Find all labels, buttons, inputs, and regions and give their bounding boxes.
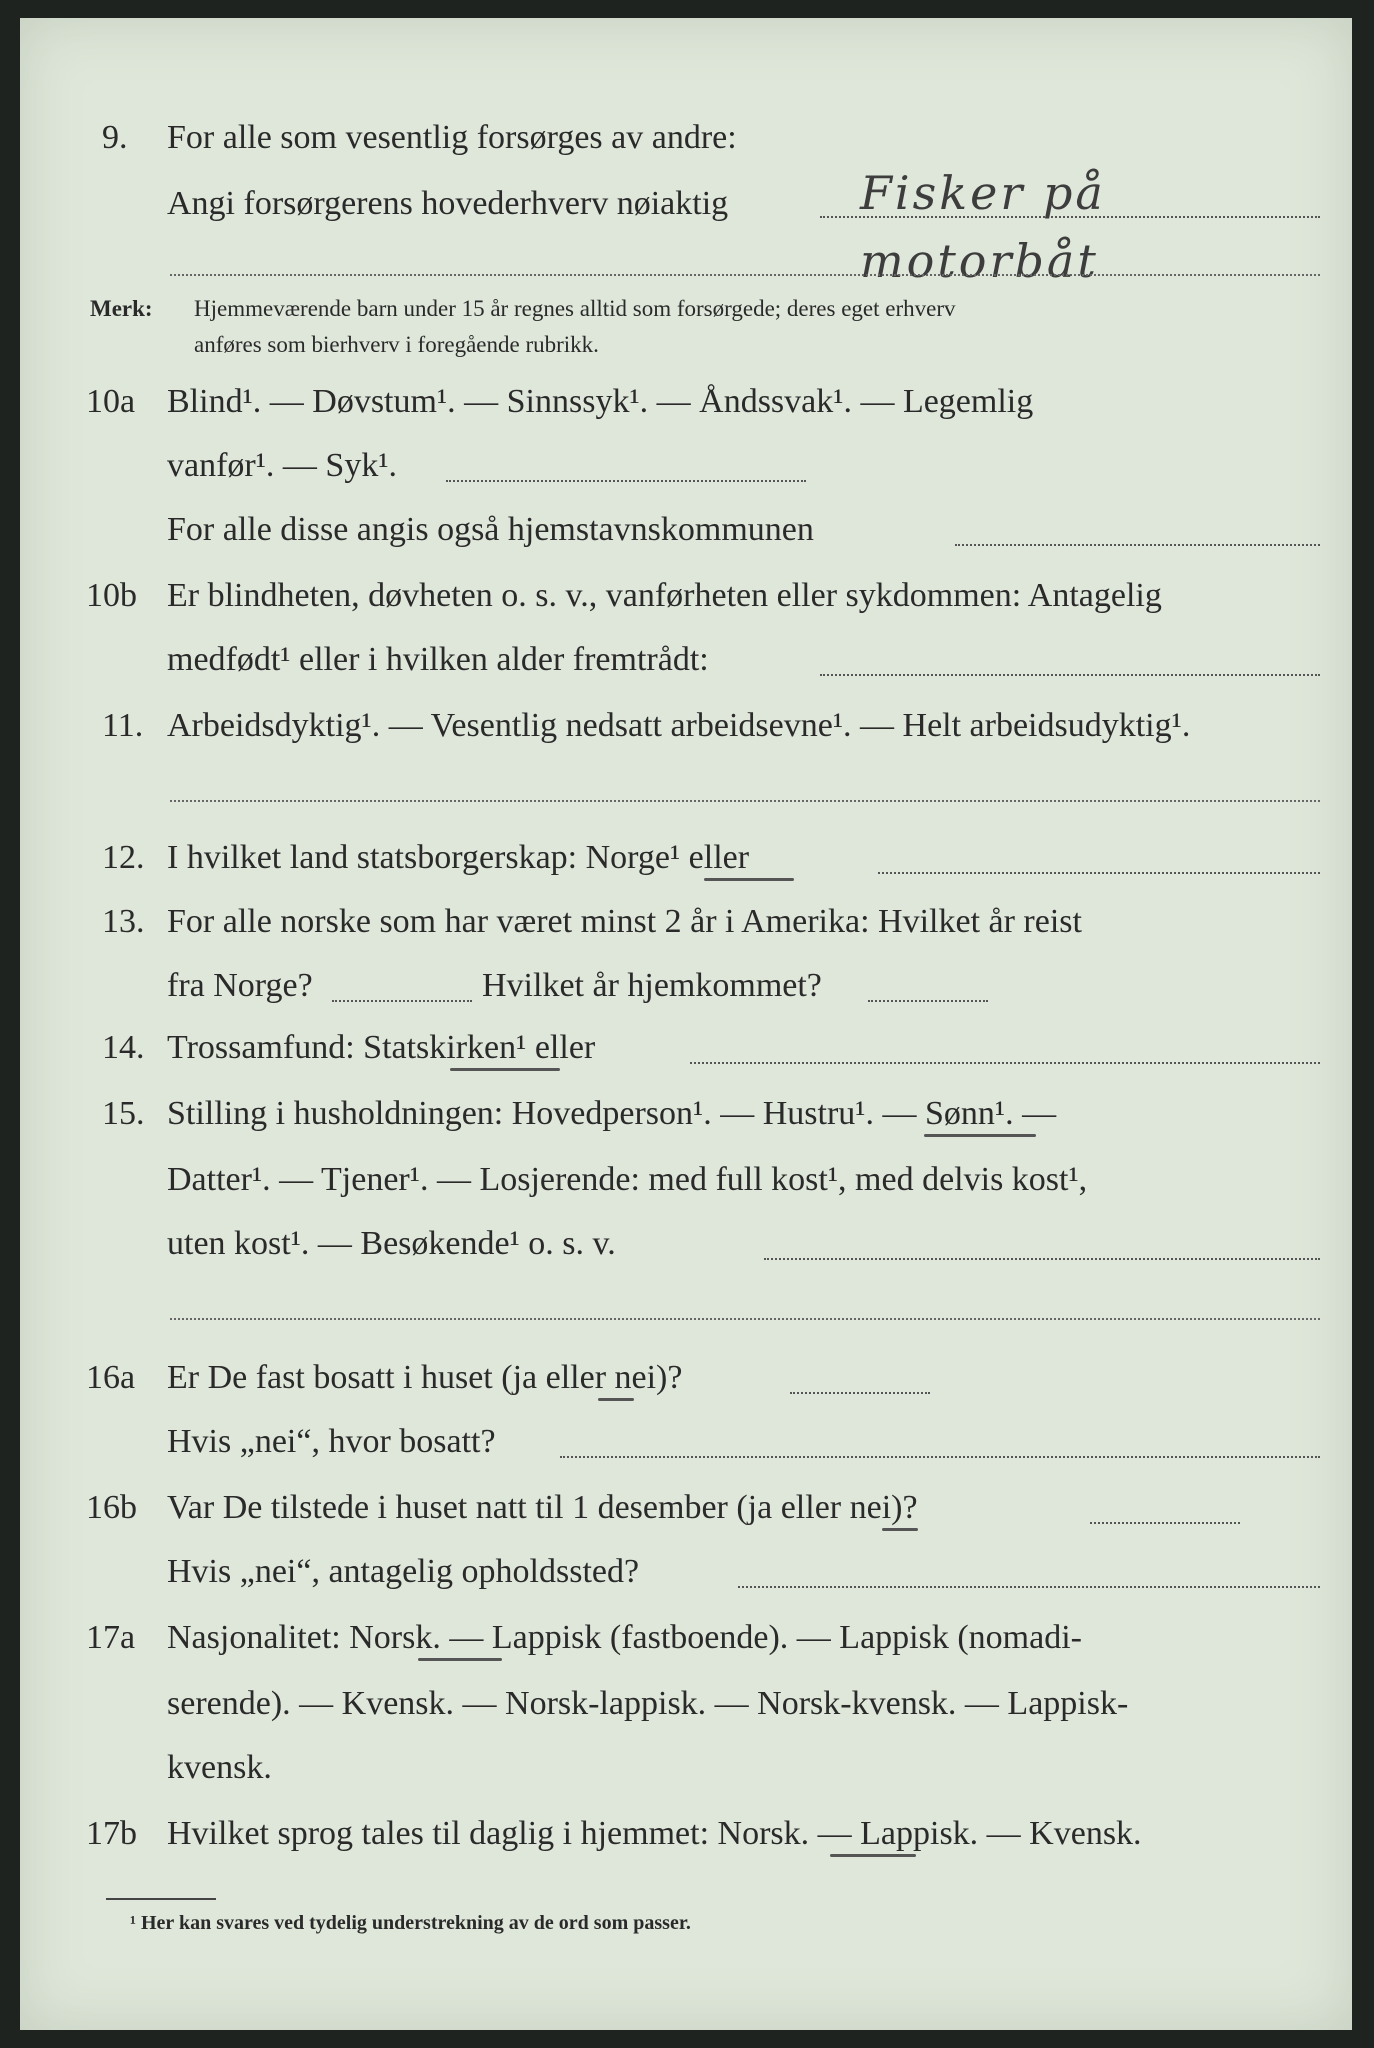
q11-number: 11. (102, 707, 144, 744)
q10a-answer-line (446, 480, 806, 482)
q17a-line2: serende). — Kvensk. — Norsk-lappisk. — Norsk-kvensk. — Lappisk- (167, 1685, 1129, 1722)
q16b-line2: Hvis „nei“, antagelig opholdssted? (167, 1553, 640, 1590)
q17b-number: 17b (86, 1815, 137, 1852)
q16a-residence-line (560, 1456, 1320, 1458)
q15-line3: uten kost¹. — Besøkende¹ o. s. v. (167, 1225, 616, 1262)
q14-line1: Trossamfund: Statskirken¹ eller (167, 1029, 596, 1066)
q15-line2: Datter¹. — Tjener¹. — Losjerende: med full kost¹, med delvis kost¹, (167, 1161, 1088, 1198)
q14-answer-line (690, 1062, 1320, 1064)
q15-answer-line (764, 1258, 1320, 1260)
merk-line2: anføres som bierhverv i foregående rubrikk. (194, 332, 599, 357)
q17a-line1: Nasjonalitet: Norsk. — Lappisk (fastboende). — Lappisk (nomadi- (167, 1619, 1082, 1656)
q13-return-line (868, 1000, 988, 1002)
q10b-line1: Er blindheten, døvheten o. s. v., vanførheten eller sykdommen: Antagelig (167, 577, 1162, 614)
q16b-number: 16b (86, 1489, 137, 1526)
q15-answer-line-2 (170, 1318, 1320, 1320)
ja-underline-16a (598, 1398, 634, 1401)
q12-answer-line (878, 872, 1320, 874)
q15-number: 15. (102, 1095, 145, 1132)
q17b-line1: Hvilket sprog tales til daglig i hjemmet: Norsk. — Lappisk. — Kvensk. (167, 1815, 1142, 1852)
q16a-line1: Er De fast bosatt i huset (ja eller nei)? (167, 1359, 683, 1396)
census-form-page (20, 18, 1352, 2030)
q10b-answer-line (820, 674, 1320, 676)
q16a-number: 16a (86, 1359, 136, 1396)
q11-line1: Arbeidsdyktig¹. — Vesentlig nedsatt arbeidsevne¹. — Helt arbeidsudyktig¹. (167, 707, 1191, 744)
q10a-number: 10a (86, 383, 136, 420)
q13-number: 13. (102, 903, 145, 940)
q9-line2: Angi forsørgerens hovederhverv nøiaktig (167, 185, 729, 222)
q12-number: 12. (102, 839, 145, 876)
q10a-hometown-line (955, 544, 1320, 546)
q13-departure-line (332, 1000, 472, 1002)
q16b-location-line (738, 1586, 1320, 1588)
q9-handwritten-answer-2: motorbåt (860, 234, 1099, 288)
merk-line1: Hjemmeværende barn under 15 år regnes alltid som forsørgede; deres eget erhverv (194, 296, 956, 321)
q9-answer-line-2 (170, 274, 1320, 276)
q13-line2b: Hvilket år hjemkommet? (482, 967, 822, 1004)
footnote: ¹ Her kan svares ved tydelig understrekning av de ord som passer. (130, 1912, 691, 1934)
q9-line1: For alle som vesentlig forsørges av andre: (167, 119, 737, 156)
statskirken-underline (450, 1068, 560, 1071)
norge-underline (704, 878, 794, 881)
q10a-line3: For alle disse angis også hjemstavnskommunen (167, 511, 814, 548)
norsk-underline-17a (418, 1658, 502, 1661)
q10a-line2: vanfør¹. — Syk¹. (167, 447, 398, 484)
q10b-number: 10b (86, 577, 137, 614)
q9-number: 9. (102, 119, 128, 156)
q11-answer-line (170, 800, 1320, 802)
q13-line2a: fra Norge? (167, 967, 313, 1004)
q17a-line3: kvensk. (167, 1749, 272, 1786)
q16a-line2: Hvis „nei“, hvor bosatt? (167, 1423, 496, 1460)
q16a-answer-line (790, 1392, 930, 1394)
q10b-line2: medfødt¹ eller i hvilken alder fremtrådt: (167, 641, 709, 678)
q12-line1: I hvilket land statsborgerskap: Norge¹ eller (167, 839, 750, 876)
q9-handwritten-answer-1: Fisker på (860, 166, 1106, 220)
norsk-underline-17b (830, 1854, 916, 1857)
merk-label: Merk: (90, 296, 153, 321)
q16b-answer-line (1090, 1522, 1240, 1524)
hustru-underline (924, 1134, 1036, 1137)
q10a-line1: Blind¹. — Døvstum¹. — Sinnssyk¹. — Åndssvak¹. — Legemlig (167, 383, 1034, 420)
q13-line1: For alle norske som har været minst 2 år i Amerika: Hvilket år reist (167, 903, 1082, 940)
ja-underline-16b (882, 1528, 918, 1531)
footnote-separator (106, 1898, 216, 1900)
q16b-line1: Var De tilstede i huset natt til 1 desember (ja eller nei)? (167, 1489, 918, 1526)
q17a-number: 17a (86, 1619, 136, 1656)
q14-number: 14. (102, 1029, 145, 1066)
q15-line1: Stilling i husholdningen: Hovedperson¹. — Hustru¹. — Sønn¹. — (167, 1095, 1057, 1132)
